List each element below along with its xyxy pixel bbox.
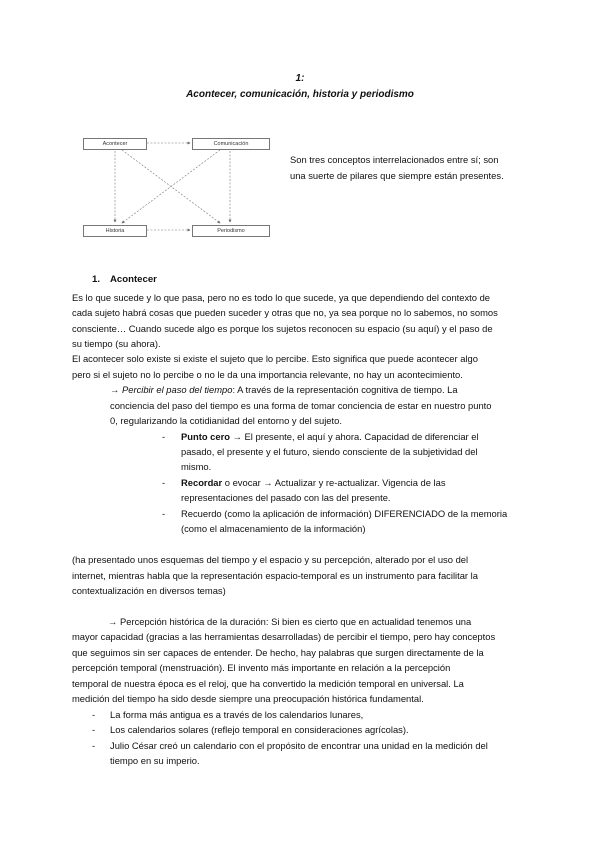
term-punto-cero: Punto cero [181, 431, 230, 442]
recordar-text: o evocar → Actualizar y re-actualizar. Vigencia de las [222, 477, 446, 488]
paragraph-line: temporal de nuestra época es el reloj, que ha convertido la medición temporal en universal. La [72, 678, 464, 689]
paragraph-line: pero si el sujeto no lo percibe o no le da una importancia relevante, no hay un acontecimiento. [72, 369, 463, 380]
list-item: Los calendarios solares (reflejo temporal en consideraciones agrícolas). [110, 724, 409, 735]
section-heading: Acontecer [110, 274, 157, 285]
paragraph-line: El acontecer solo existe si existe el sujeto que lo percibe. Esto significa que puede acontecer algo [72, 353, 478, 364]
paragraph-line: internet, mientras habla que la representación espacio-temporal es un instrumento para facilitar la [72, 570, 478, 581]
dash-bullet: - [162, 431, 166, 442]
page-title: Acontecer, comunicación, historia y periodismo [186, 89, 414, 100]
paragraph-line: Es lo que sucede y lo que pasa, pero no es todo lo que sucede, ya que dependiendo del contexto de [72, 292, 491, 303]
paragraph-line: mayor capacidad (gracias a las herramientas desarrolladas) de percibir el tiempo, pero hay conceptos [72, 631, 496, 642]
arrow-glyph: → [110, 384, 122, 395]
list-item: Julio César creó un calendario con el propósito de encontrar una unidad en la medición del [110, 740, 488, 751]
diagram-node-historia: Historia [83, 225, 147, 237]
diagram-node-periodismo: Periodismo [192, 225, 270, 237]
paragraph-line: cada sujeto habrá cosas que pueden suceder y otras que no, ya sea porque no lo sabemos, no somos [72, 307, 498, 318]
paragraph-line: contextualización en diversos temas) [72, 585, 226, 596]
list-item-line: tiempo en su imperio. [110, 755, 200, 766]
diagram-node-acontecer: Acontecer [83, 138, 147, 150]
list-item: La forma más antigua es a través de los calendarios lunares, [110, 709, 364, 720]
percibir-line: conciencia del paso del tiempo es una forma de tomar conciencia de estar en nuestro punto [110, 400, 492, 411]
list-item-line: representaciones del pasado con las del presente. [181, 492, 391, 503]
paragraph-line: medición del tiempo ha sido desde siempre una preocupación histórica fundamental. [72, 693, 424, 704]
percibir-label: Percibir el paso del tiempo [121, 384, 233, 395]
concept-diagram [80, 134, 280, 240]
diagram-node-comunicacion: Comunicación [192, 138, 270, 150]
list-item-recordar [181, 475, 600, 490]
chapter-number: 1: [295, 73, 305, 84]
list-item-line: (como el almacenamiento de la información) [181, 523, 366, 534]
percibir-line [110, 382, 570, 397]
paragraph-line: percepción temporal (menstruación). El invento más importante en relación a la percepción [72, 662, 451, 673]
paragraph-line: que seguimos sin ser capaces de entender. De hecho, hay palabras que surgen directamente de la [72, 647, 484, 658]
paragraph-line: su tiempo (su ahora). [72, 338, 161, 349]
dash-bullet: - [162, 477, 166, 488]
list-item-line: pasado, el presente y el futuro, siendo consciente de la subjetividad del [181, 446, 478, 457]
dash-bullet: - [92, 740, 96, 751]
percibir-line: 0, regularizando la cotidianidad del entorno y del sujeto. [110, 415, 342, 426]
paragraph-line: (ha presentado unos esquemas del tiempo y el espacio y su percepción, alterado por el uso del [72, 554, 469, 565]
dash-bullet: - [92, 709, 96, 720]
side-note-line: una suerte de pilares que siempre están presentes. [290, 170, 504, 181]
punto-cero-text: → El presente, el aquí y ahora. Capacidad de diferenciar el [229, 431, 479, 442]
percibir-text: : A través de la representación cognitiva de tiempo. La [232, 384, 458, 395]
term-recordar: Recordar [181, 477, 223, 488]
list-item-recuerdo: Recuerdo (como la aplicación de información) DIFERENCIADO de la memoria [181, 508, 508, 519]
list-item-punto-cero [181, 429, 600, 444]
side-note-line: Son tres conceptos interrelacionados entre sí; son [290, 154, 499, 165]
section-number: 1. [92, 274, 101, 285]
dash-bullet: - [162, 508, 166, 519]
paragraph-line: → Percepción histórica de la duración: Si bien es cierto que en actualidad tenemos una [108, 616, 472, 627]
paragraph-line: consciente… Cuando sucede algo es porque los sujetos reconocen su espacio (su aquí) y el paso de [72, 323, 493, 334]
dash-bullet: - [92, 724, 96, 735]
list-item-line: mismo. [181, 461, 212, 472]
